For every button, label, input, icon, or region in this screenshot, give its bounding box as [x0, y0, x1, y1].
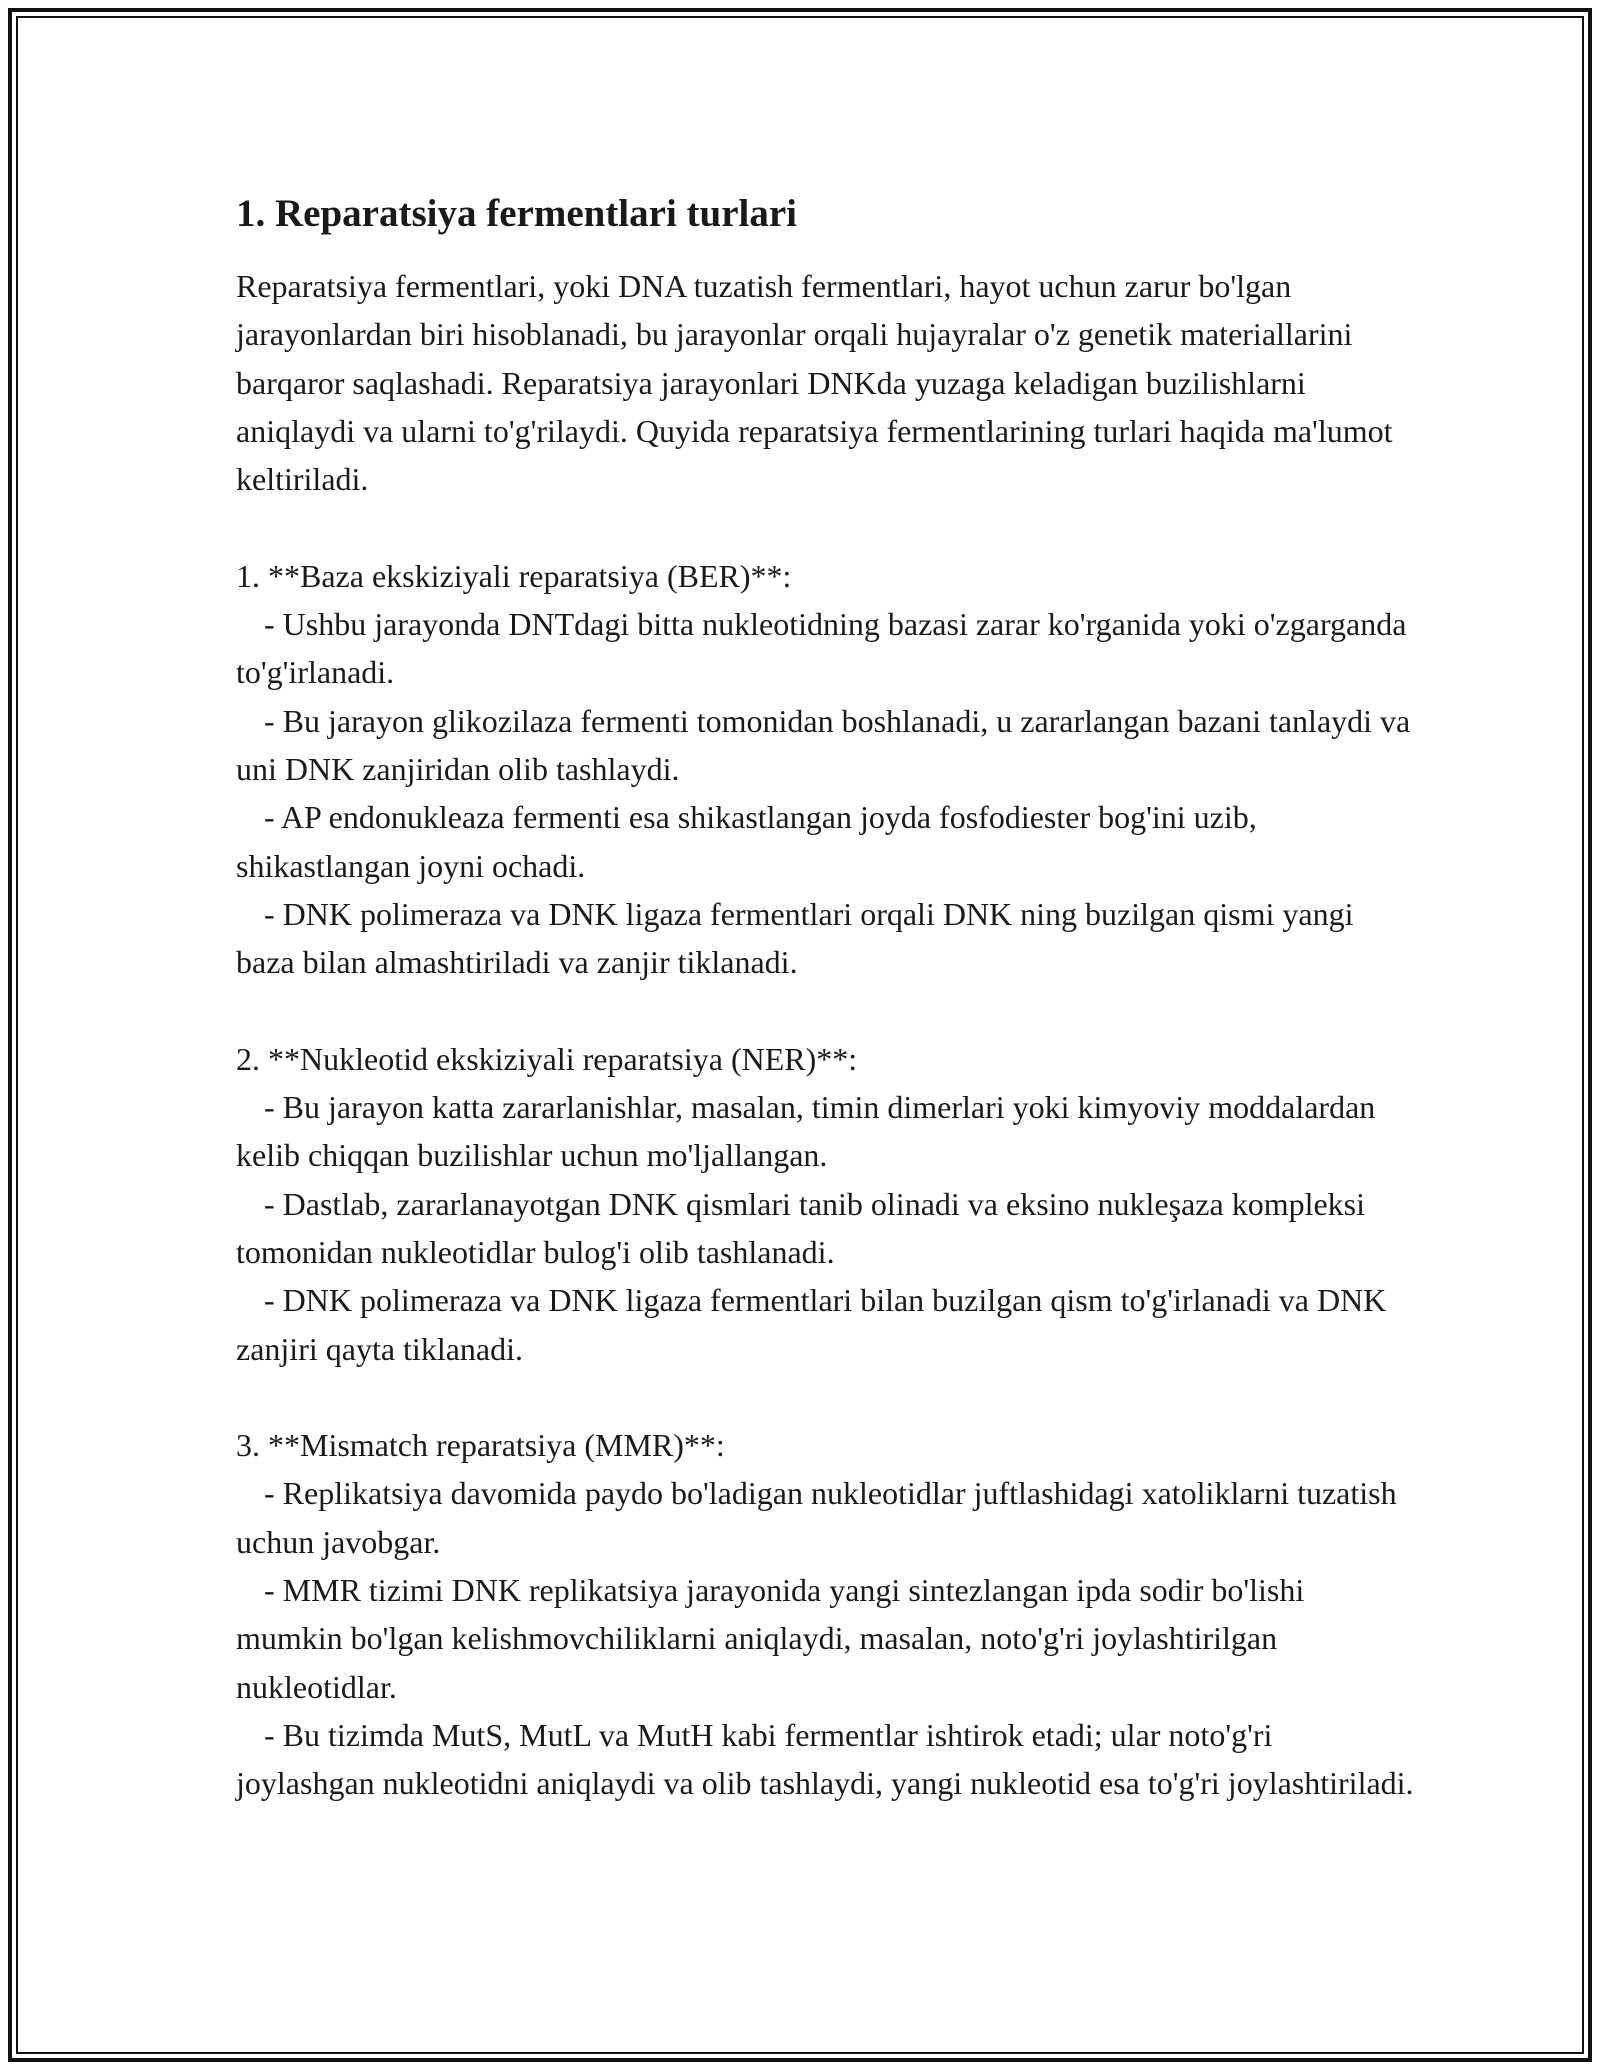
list-item: - AP endonukleaza fermenti esa shikastlangan joyda fosfodiester bog'ini uzib, shikastlangan joyni ochadi. — [236, 799, 1257, 884]
list-item: - Dastlab, zararlanayotgan DNK qismlari tanib olinadi va eksino nukleşaza kompleksi tomonidan nukleotidlar bulog'i olib tashlanadi. — [236, 1185, 1366, 1270]
section-ner — [236, 1035, 1416, 1373]
list-item: - DNK polimeraza va DNK ligaza fermentlari orqali DNK ning buzilgan qismi yangi baza bilan almashtiriladi va zanjir tiklanadi. — [236, 895, 1354, 981]
section-mmr — [236, 1421, 1416, 1807]
section-ber — [236, 552, 1416, 987]
list-item: - Bu tizimda MutS, MutL va MutH kabi fermentlar ishtirok etadi; ular noto'g'ri joylashgan nukleotidni aniqlaydi va olib tashlaydi, yangi nukleotid esa to'g'ri joylashtiriladi. — [236, 1716, 1414, 1802]
list-item: - Ushbu jarayonda DNTdagi bitta nukleotidning bazasi zarar ko'rganida yoki o'zgarganda to'g'irlanadi. — [236, 606, 1407, 691]
list-item: - Replikatsiya davomida paydo bo'ladigan nukleotidlar juftlashidagi xatoliklarni tuzatish uchun javobgar. — [236, 1475, 1397, 1560]
list-item: - Bu jarayon katta zararlanishlar, masalan, timin dimerlari yoki kimyoviy moddalardan kelib chiqqan buzilishlar uchun mo'ljallangan. — [236, 1089, 1376, 1174]
list-item: - MMR tizimi DNK replikatsiya jarayonida yangi sintezlangan ipda sodir bo'lishi mumkin bo'lgan kelishmovchiliklarni aniqlaydi, masalan, noto'g'ri joylashtirilgan nukleotidlar. — [236, 1572, 1305, 1705]
section-heading: 2. **Nukleotid ekskiziyali reparatsiya (NER)**: — [236, 1040, 858, 1077]
list-item: - DNK polimeraza va DNK ligaza fermentlari bilan buzilgan qism to'g'irlanadi va DNK zanjiri qayta tiklanadi. — [236, 1282, 1387, 1367]
document-body — [236, 186, 1416, 1808]
list-item: - Bu jarayon glikozilaza fermenti tomonidan boshlanadi, u zararlangan bazani tanlaydi va uni DNK zanjiridan olib tashlaydi. — [236, 702, 1411, 787]
section-heading: 1. **Baza ekskiziyali reparatsiya (BER)**: — [236, 557, 792, 594]
page-title: 1. Reparatsiya fermentlari turlari — [236, 192, 798, 235]
section-heading: 3. **Mismatch reparatsiya (MMR)**: — [236, 1427, 725, 1464]
intro-paragraph: Reparatsiya fermentlari, yoki DNA tuzatish fermentlari, hayot uchun zarur bo'lgan jarayonlardan biri hisoblanadi, bu jarayonlar orqali hujayralar o'z genetik materiallarini barqaror saqlashadi. Reparatsiya jarayonlari DNKda yuzaga keladigan buzilishlarni aniqlaydi va ularni to'g'rilaydi. Quyida reparatsiya fermentlarining turlari haqida ma'lumot keltiriladi. — [236, 268, 1393, 498]
